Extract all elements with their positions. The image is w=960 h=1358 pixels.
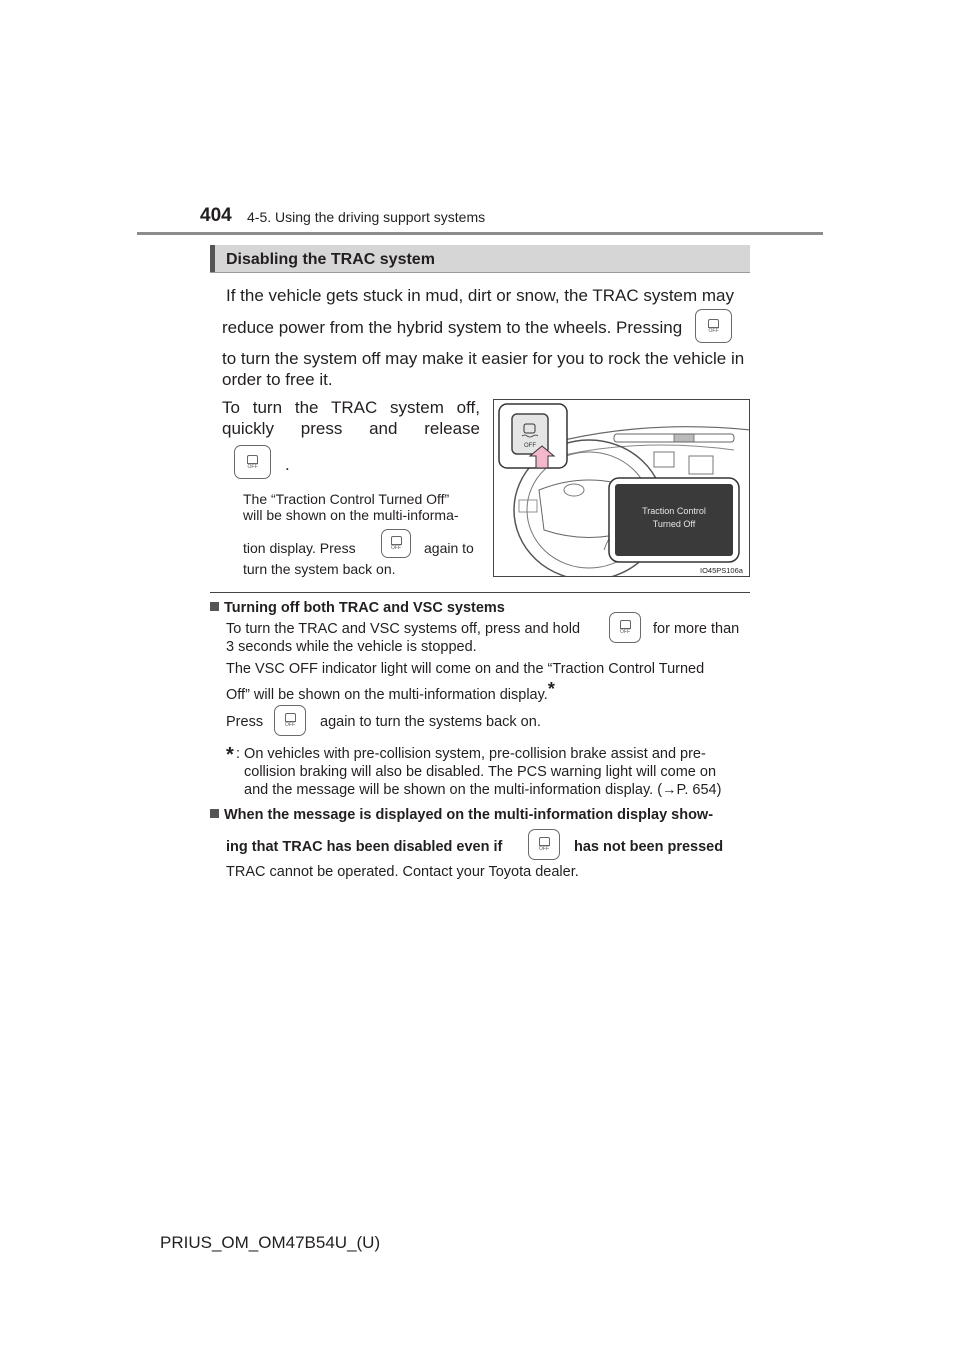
topic1-p3b: again to turn the systems back on. [320, 714, 541, 730]
display-text-line-1: Traction Control [642, 506, 706, 516]
topic1-p2-line2-text: Off” will be shown on the multi-information display. [226, 687, 548, 703]
topic1-p1-line1b: for more than [653, 621, 740, 637]
trac-off-switch-icon [381, 529, 411, 558]
dash-line [564, 427, 750, 440]
topic2-heading-line-1-text: When the message is displayed on the multi-information display show- [224, 807, 714, 823]
air-vent [654, 452, 674, 467]
trac-off-switch-icon [528, 829, 560, 860]
topic1-p3a: Press [226, 714, 264, 730]
header-divider [137, 232, 823, 235]
page-number: 404 [200, 205, 232, 226]
intro-line-2: reduce power from the hybrid system to the wheels. Pressing [222, 318, 683, 337]
topic1-p2-line2 [226, 679, 555, 703]
topic1-p1-line2: 3 seconds while the vehicle is stopped. [226, 639, 477, 655]
display-text-line-2: Turned Off [652, 519, 696, 529]
trac-off-switch-icon [274, 705, 306, 736]
bullet-square-icon [210, 602, 219, 611]
off-label: OFF [247, 463, 258, 470]
turn-off-line-1 [222, 398, 480, 418]
note-line-3b: again to [424, 540, 474, 556]
air-vent [689, 456, 713, 474]
car-skid-icon [391, 536, 402, 545]
topic2-body: TRAC cannot be operated. Contact your Toyota dealer. [226, 864, 579, 880]
note-line-2: will be shown on the multi-informa- [243, 507, 459, 523]
off-label: OFF [391, 545, 401, 551]
trac-off-switch-icon [234, 445, 271, 479]
rear-mirror [674, 434, 694, 442]
footnote-line-2: collision braking will also be disabled. The PCS warning light will come on [244, 764, 717, 780]
note-line-4: turn the system back on. [243, 561, 396, 577]
off-label: OFF [285, 722, 295, 728]
turn-off-period: . [285, 455, 290, 474]
car-skid-icon [539, 837, 550, 846]
note-line-3a: tion display. Press [243, 540, 356, 556]
footnote-line-1: : On vehicles with pre-collision system, pre-collision brake assist and pre- [236, 746, 706, 762]
bullet-square-icon [210, 809, 219, 818]
topic2-heading-line-2a: ing that TRAC has been disabled even if [226, 839, 503, 855]
footnote-mark: * [226, 744, 234, 766]
intro-line-4: order to free it. [222, 370, 333, 389]
callout-off-label: OFF [524, 443, 536, 449]
section-title-underline [210, 272, 750, 273]
document-id: PRIUS_OM_OM47B54U_(U) [160, 1233, 381, 1252]
car-skid-icon [620, 620, 631, 629]
topic1-p2-line1: The VSC OFF indicator light will come on and the “Traction Control Turned [226, 661, 705, 677]
off-label: OFF [620, 629, 630, 635]
topic2-heading-line-1 [210, 807, 713, 823]
section-breadcrumb: 4-5. Using the driving support systems [247, 209, 486, 225]
steering-logo [564, 484, 584, 496]
trac-off-switch-icon [695, 309, 732, 343]
car-skid-icon [708, 319, 719, 328]
figure-dashboard-illustration [493, 399, 750, 577]
intro-line-1: If the vehicle gets stuck in mud, dirt or snow, the TRAC system may [226, 286, 734, 305]
turn-off-line-1-text: To turn the TRAC system off, [222, 398, 480, 417]
figure-code: IO45PS106a [700, 566, 743, 575]
turn-off-line-2: quickly press and release [222, 419, 480, 438]
car-skid-icon [247, 455, 258, 464]
topic1-heading [210, 600, 505, 616]
topic2-heading-line-2b: has not been pressed [574, 839, 724, 855]
dash-line [564, 445, 734, 455]
note-line-1: The “Traction Control Turned Off” [243, 491, 450, 507]
off-label: OFF [539, 846, 549, 852]
topic1-p1-line1a: To turn the TRAC and VSC systems off, press and hold [226, 621, 581, 637]
topic1-heading-text: Turning off both TRAC and VSC systems [224, 600, 505, 616]
section-divider [210, 592, 750, 593]
footnote-line-3: and the message will be shown on the multi-information display. (→P. 654) [244, 782, 722, 798]
asterisk-mark: * [547, 679, 555, 699]
off-label: OFF [708, 327, 719, 334]
section-title: Disabling the TRAC system [226, 251, 435, 268]
car-skid-icon [285, 713, 296, 722]
trac-off-switch-icon [609, 612, 641, 643]
intro-line-3: to turn the system off may make it easier for you to rock the vehicle in [222, 349, 745, 368]
dashboard-illustration [494, 400, 750, 577]
